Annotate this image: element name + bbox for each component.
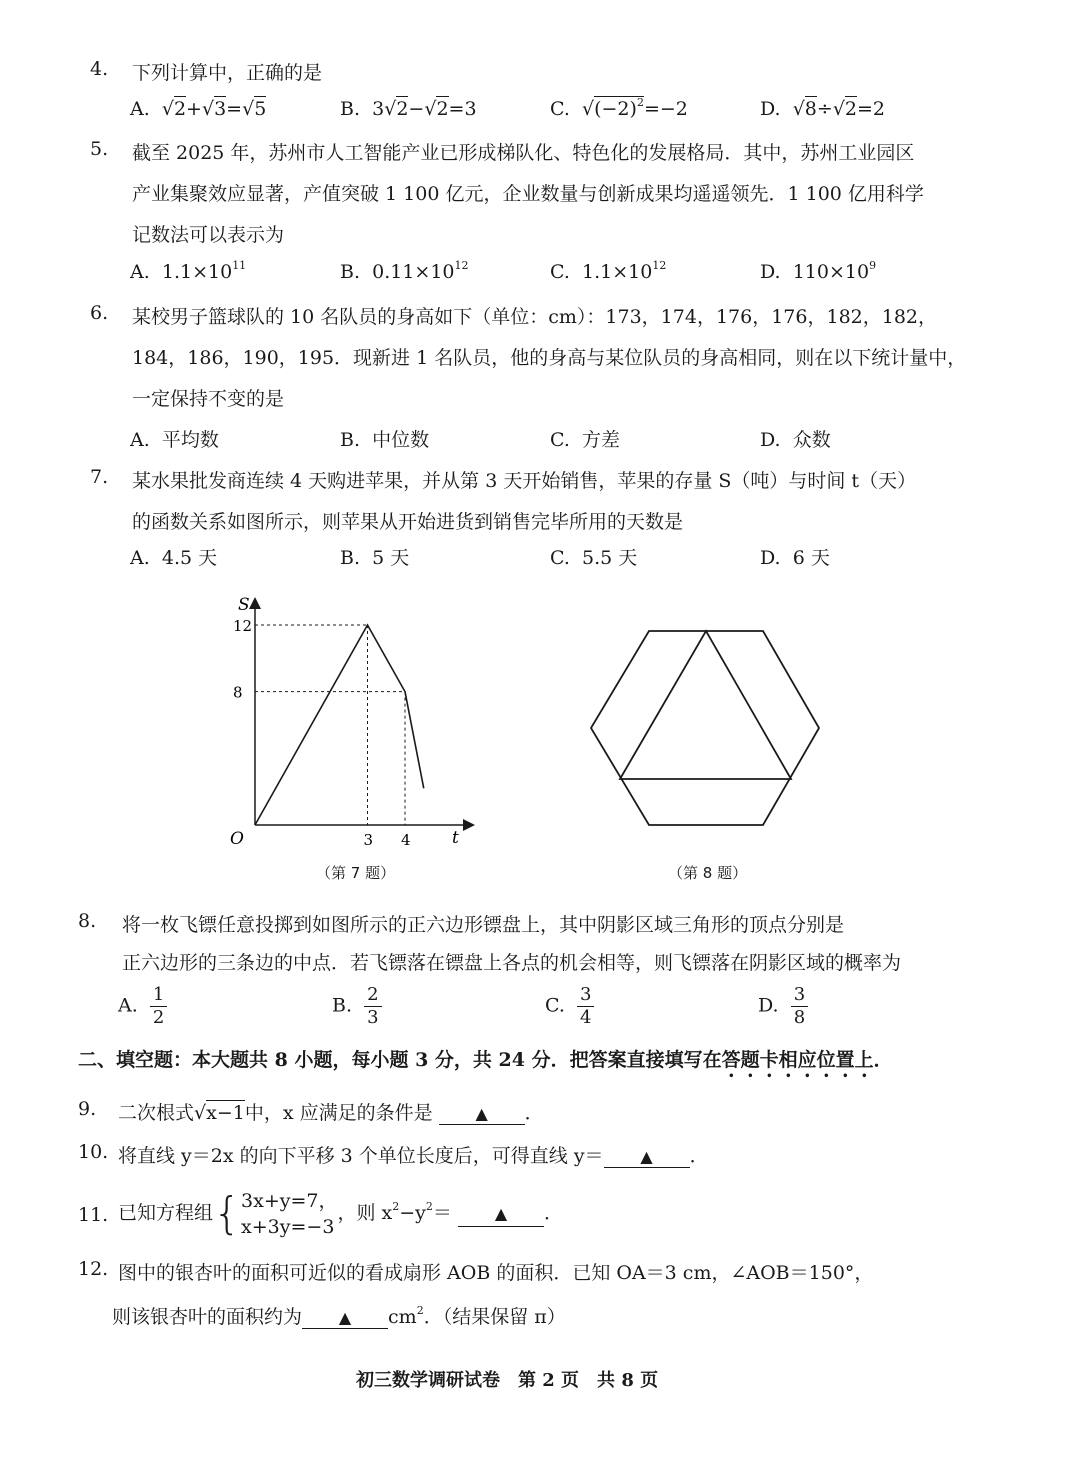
inner-triangle (620, 631, 791, 779)
q5-option-d: D. $110\times 10^9$ (760, 259, 877, 283)
q4-option-d: D. √8÷√2=2 (760, 98, 886, 120)
q11-number: 11. (78, 1204, 109, 1226)
answer-mark: ▲ (640, 1147, 653, 1166)
q5-option-a: A. $1.1\times 10^{11}$ (130, 259, 247, 283)
q6-option-a: A. 平均数 (130, 429, 219, 451)
q6-line-1: 某校男子篮球队的 10 名队员的身高如下（单位：cm）：173，174，176，176，182，182， (132, 306, 938, 328)
q8-option-d: D. $\frac{3}{8}$ (758, 984, 808, 1029)
q4-stem: 下列计算中，正确的是 (132, 62, 323, 84)
q5-line-1: 截至 2025 年，苏州市人工智能产业已形成梯队化、特色化的发展格局．其中，苏州工业园区 (132, 142, 915, 164)
q8-line-2: 正六边形的三条边的中点．若飞镖落在镖盘上各点的机会相等，则飞镖落在阴影区域的概率为 (122, 952, 902, 974)
q8-number: 8. (78, 910, 97, 932)
q8-hexagon-figure (580, 620, 830, 840)
q4-option-c: C. $√(-2)^2=-2$ (550, 96, 688, 120)
q12-number: 12. (78, 1258, 109, 1280)
q12-line-2: 则该银杏叶的面积约为 ▲ $cm^2$．（结果保留 π） (112, 1304, 566, 1328)
q11-text: 已知方程组{ 3x+y=7， x+3y=−3 ，则 $x^2-y^2=$ ▲ ． (118, 1188, 563, 1239)
q12-line-1: 图中的银杏叶的面积可近似的看成扇形 AOB 的面积．已知 OA＝3 cm，∠AOB＝150°， (118, 1262, 874, 1284)
answer-mark: ▲ (475, 1104, 488, 1123)
q6-option-b: B. 中位数 (340, 429, 430, 451)
q6-option-d: D. 众数 (760, 429, 831, 451)
q9-number: 9. (78, 1098, 97, 1120)
q4-option-b: B. 3√2−√2=3 (340, 98, 477, 120)
q5-number: 5. (90, 138, 109, 160)
origin-label: O (230, 829, 244, 849)
q6-line-3: 一定保持不变的是 (132, 388, 285, 410)
q7-line-2: 的函数关系如图所示，则苹果从开始进货到销售完毕所用的天数是 (132, 511, 684, 533)
q7-number: 7. (90, 466, 109, 488)
answer-mark: ▲ (494, 1204, 508, 1223)
q8-option-b: B. $\frac{2}{3}$ (332, 984, 382, 1029)
q7-option-b: B. 5 天 (340, 547, 410, 569)
q7-line-1: 某水果批发商连续 4 天购进苹果，并从第 3 天开始销售，苹果的存量 S（吨）与时间 t（天） (132, 470, 917, 492)
y-tick-label: 12 (233, 617, 253, 635)
y-tick-label: 8 (233, 683, 243, 702)
q5-option-c: C. $1.1\times 10^{12}$ (550, 259, 667, 283)
section-2-heading: 二、填空题：本大题共 8 小题，每小题 3 分，共 24 分．把答案直接填写在答题卡相应位置上． (78, 1049, 893, 1071)
q8-line-1: 将一枚飞镖任意投掷到如图所示的正六边形镖盘上，其中阴影区域三角形的顶点分别是 (122, 914, 845, 936)
q6-number: 6. (90, 302, 109, 324)
answer-mark: ▲ (338, 1308, 352, 1327)
storage-line (255, 625, 424, 825)
x-tick-label: 4 (401, 831, 411, 849)
q5-line-3: 记数法可以表示为 (132, 224, 285, 246)
q7-option-c: C. 5.5 天 (550, 547, 638, 569)
q4-number: 4. (90, 58, 109, 80)
q8-option-a: A. $\frac{1}{2}$ (118, 984, 167, 1029)
q10-text: 将直线 y＝2x 的向下平移 3 个单位长度后，可得直线 y＝ ▲ ． (118, 1145, 709, 1167)
q10-number: 10. (78, 1141, 109, 1163)
y-axis-label: S (238, 595, 250, 615)
q7-option-a: A. 4.5 天 (130, 547, 218, 569)
q6-option-c: C. 方差 (550, 429, 621, 451)
q8-option-c: C. $\frac{3}{4}$ (545, 984, 594, 1029)
q9-text: 二次根式√x−1中，x 应满足的条件是 ▲ ． (118, 1102, 544, 1124)
q4-option-a: A. √2+√3=√5 (130, 98, 267, 120)
x-tick-label: 3 (363, 831, 374, 849)
q7-option-d: D. 6 天 (760, 547, 830, 569)
q8-figure-caption: （第 8 题） (668, 864, 748, 882)
q7-figure-caption: （第 7 题） (316, 864, 396, 882)
q6-line-2: 184，186，190，195．现新进 1 名队员，他的身高与某位队员的身高相同，则在以下统计量中， (132, 347, 967, 369)
page-footer: 初三数学调研试卷 第 2 页 共 8 页 (356, 1370, 659, 1391)
q5-line-2: 产业集聚效应显著，产值突破 1 100 亿元，企业数量与创新成果均遥遥领先．1 100 亿用科学 (132, 183, 924, 205)
x-axis-label: t (452, 828, 459, 848)
q5-option-b: B. $0.11\times 10^{12}$ (340, 259, 469, 283)
q7-graph (210, 590, 490, 860)
hexagon (591, 631, 819, 825)
